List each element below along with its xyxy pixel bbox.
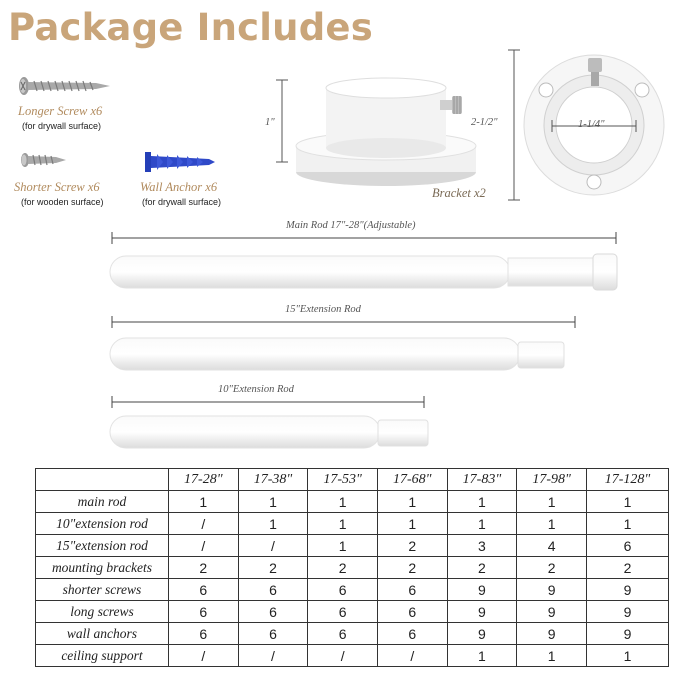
row-label: shorter screws: [36, 579, 169, 601]
table-cell: 6: [308, 623, 378, 645]
table-cell: 6: [586, 535, 668, 557]
table-cell: 6: [238, 601, 308, 623]
spec-table: [35, 468, 669, 667]
main-rod-label: Main Rod 17"-28"(Adjustable): [286, 220, 416, 231]
page-title: Package Includes: [8, 6, 373, 49]
table-cell: 9: [586, 579, 668, 601]
table-cell: 2: [377, 535, 447, 557]
table-cell: /: [169, 645, 239, 667]
bracket-outer-dim: 2-1/2": [471, 117, 498, 128]
column-header: 17-128": [586, 469, 668, 491]
table-cell: 6: [377, 623, 447, 645]
table-cell: 2: [517, 557, 587, 579]
main-rod-dimension-line: [110, 232, 620, 244]
table-cell: 1: [169, 491, 239, 513]
main-rod-icon: [108, 252, 620, 292]
shorter-screw-label: Shorter Screw x6: [14, 180, 100, 194]
table-cell: 1: [377, 491, 447, 513]
row-label: mounting brackets: [36, 557, 169, 579]
table-cell: 1: [586, 645, 668, 667]
ext10-rod-icon: [108, 412, 433, 452]
row-label: main rod: [36, 491, 169, 513]
table-cell: 6: [238, 623, 308, 645]
table-row: [36, 491, 669, 513]
table-cell: 2: [169, 557, 239, 579]
table-cell: 1: [238, 513, 308, 535]
longer-screw-note: (for drywall surface): [22, 121, 102, 131]
table-row: [36, 579, 669, 601]
table-row: [36, 513, 669, 535]
longer-screw-icon: [18, 74, 113, 98]
table-cell: 6: [169, 623, 239, 645]
column-header: 17-98": [517, 469, 587, 491]
table-cell: 9: [517, 601, 587, 623]
table-cell: 1: [447, 645, 517, 667]
row-label: ceiling support: [36, 645, 169, 667]
wall-anchor-note: (for drywall surface): [142, 197, 222, 207]
table-cell: 2: [586, 557, 668, 579]
table-corner-cell: [36, 469, 169, 491]
ext15-rod-icon: [108, 334, 568, 374]
column-header: 17-38": [238, 469, 308, 491]
table-cell: 1: [517, 491, 587, 513]
shorter-screw-note: (for wooden surface): [21, 197, 104, 207]
table-cell: 2: [377, 557, 447, 579]
column-header: 17-83": [447, 469, 517, 491]
table-row: [36, 535, 669, 557]
wall-anchor-label: Wall Anchor x6: [140, 180, 218, 194]
column-header: 17-68": [377, 469, 447, 491]
table-row: [36, 645, 669, 667]
table-cell: 2: [238, 557, 308, 579]
table-cell: 2: [447, 557, 517, 579]
table-cell: 6: [377, 601, 447, 623]
longer-screw-label: Longer Screw x6: [18, 104, 103, 118]
table-cell: 6: [169, 601, 239, 623]
table-cell: 6: [169, 579, 239, 601]
column-header: 17-53": [308, 469, 378, 491]
bracket-inner-dim: 1-1/4": [578, 119, 605, 130]
table-cell: 9: [586, 601, 668, 623]
table-cell: 3: [447, 535, 517, 557]
table-cell: 9: [447, 623, 517, 645]
wall-anchor-icon: [145, 150, 217, 174]
table-cell: 9: [447, 579, 517, 601]
table-cell: 9: [517, 623, 587, 645]
table-row: [36, 623, 669, 645]
table-cell: 1: [447, 513, 517, 535]
table-cell: 2: [308, 557, 378, 579]
table-cell: /: [238, 535, 308, 557]
column-header: 17-28": [169, 469, 239, 491]
row-label: 15"extension rod: [36, 535, 169, 557]
ext15-rod-dimension-line: [110, 316, 580, 328]
shorter-screw-icon: [20, 150, 68, 170]
row-label: wall anchors: [36, 623, 169, 645]
table-cell: 1: [238, 491, 308, 513]
table-cell: 1: [308, 535, 378, 557]
table-cell: 1: [586, 513, 668, 535]
table-cell: /: [377, 645, 447, 667]
table-cell: /: [169, 535, 239, 557]
table-cell: /: [238, 645, 308, 667]
table-cell: 6: [238, 579, 308, 601]
table-cell: 9: [447, 601, 517, 623]
table-cell: 1: [377, 513, 447, 535]
ext10-rod-label: 10"Extension Rod: [218, 384, 294, 395]
row-label: long screws: [36, 601, 169, 623]
table-cell: 6: [308, 579, 378, 601]
table-cell: 1: [308, 513, 378, 535]
table-cell: 1: [447, 491, 517, 513]
table-cell: /: [308, 645, 378, 667]
table-cell: 6: [377, 579, 447, 601]
bracket-label: Bracket x2: [432, 186, 486, 200]
table-cell: 1: [308, 491, 378, 513]
table-row: [36, 557, 669, 579]
table-row: [36, 601, 669, 623]
bracket-height-dim: 1": [265, 117, 275, 128]
table-cell: 6: [308, 601, 378, 623]
table-cell: 1: [517, 645, 587, 667]
ext10-rod-dimension-line: [110, 396, 430, 408]
ext15-rod-label: 15"Extension Rod: [285, 304, 361, 315]
table-cell: 1: [586, 491, 668, 513]
table-cell: /: [169, 513, 239, 535]
table-cell: 9: [517, 579, 587, 601]
row-label: 10"extension rod: [36, 513, 169, 535]
table-cell: 9: [586, 623, 668, 645]
bracket-side-icon: [268, 74, 478, 204]
table-header-row: [36, 469, 669, 491]
table-cell: 4: [517, 535, 587, 557]
table-cell: 1: [517, 513, 587, 535]
